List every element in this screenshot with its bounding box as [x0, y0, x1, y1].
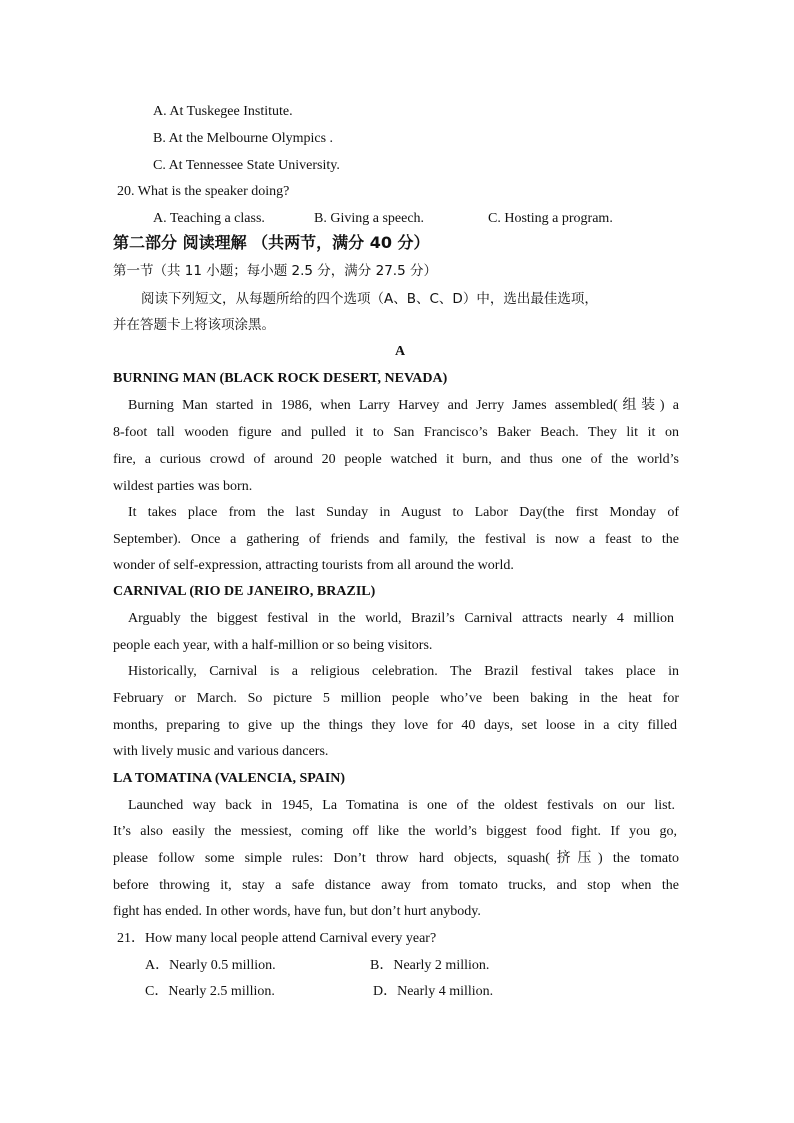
q21-option-b: B．Nearly 2 million.: [370, 958, 490, 973]
tomatina-p1-line: Launched way back in 1945, La Tomatina is one of the oldest festivals on our list.: [128, 798, 675, 813]
q20-question: 20. What is the speaker doing?: [117, 184, 290, 199]
instruction-line-2: 并在答题卡上将该项涂黑。: [113, 317, 275, 333]
tomatina-p1-line: fight has ended. In other words, have fun, but don’t hurt anybody.: [113, 904, 481, 919]
carnival-p1-line: Arguably the biggest festival in the world, Brazil’s Carnival attracts nearly 4 million: [128, 611, 674, 626]
section-title: 第一节（共 11 小题；每小题 2.5 分，满分 27.5 分）: [113, 263, 437, 279]
part-title: 第二部分 阅读理解 （共两节，满分 40 分）: [113, 233, 430, 252]
q21-option-d: D．Nearly 4 million.: [373, 984, 494, 999]
carnival-heading: CARNIVAL (RIO DE JANEIRO, BRAZIL): [113, 584, 376, 599]
burning-man-p2-line: September). Once a gathering of friends and family, the festival is now a feast to the: [113, 532, 679, 547]
tomatina-heading: LA TOMATINA (VALENCIA, SPAIN): [113, 771, 346, 786]
carnival-p2-line: with lively music and various dancers.: [113, 744, 329, 759]
passage-label: A: [395, 344, 406, 359]
tomatina-p1-line: please follow some simple rules: Don’t throw hard objects, squash(挤压) the tomato: [113, 851, 679, 866]
q19-option-b: B. At the Melbourne Olympics .: [153, 131, 334, 146]
burning-man-p1-line: wildest parties was born.: [113, 479, 253, 494]
carnival-p2-line: months, preparing to give up the things they love for 40 days, set loose in a city filled: [113, 718, 677, 733]
burning-man-heading: BURNING MAN (BLACK ROCK DESERT, NEVADA): [113, 371, 448, 386]
burning-man-p2-line: wonder of self-expression, attracting tourists from all around the world.: [113, 558, 514, 573]
q21-question: 21．How many local people attend Carnival every year?: [117, 931, 437, 946]
carnival-p2-line: Historically, Carnival is a religious celebration. The Brazil festival takes place in: [128, 664, 679, 679]
carnival-p2-line: February or March. So picture 5 million people who’ve been baking in the heat for: [113, 691, 679, 706]
q19-option-c: C. At Tennessee State University.: [153, 158, 340, 173]
carnival-p1-line: people each year, with a half-million or so being visitors.: [113, 638, 433, 653]
q19-option-a: A. At Tuskegee Institute.: [153, 104, 293, 119]
tomatina-p1-line: before throwing it, stay a safe distance away from tomato trucks, and stop when the: [113, 878, 679, 893]
q21-option-c: C．Nearly 2.5 million.: [145, 984, 275, 999]
q20-option-b: B. Giving a speech.: [314, 211, 425, 226]
burning-man-p1-line: Burning Man started in 1986, when Larry Harvey and Jerry James assembled(组装) a: [128, 398, 679, 413]
burning-man-p2-line: It takes place from the last Sunday in August to Labor Day(the first Monday of: [128, 505, 679, 520]
burning-man-p1-line: 8-foot tall wooden figure and pulled it to San Francisco’s Baker Beach. They lit it on: [113, 425, 679, 440]
instruction-line-1: 阅读下列短文，从每题所给的四个选项（A、B、C、D）中，选出最佳选项，: [141, 291, 598, 307]
tomatina-p1-line: It’s also easily the messiest, coming off like the world’s biggest food fight. If you go,: [113, 824, 677, 839]
q20-option-a: A. Teaching a class.: [153, 211, 265, 226]
burning-man-p1-line: fire, a curious crowd of around 20 people watched it burn, and thus one of the world’s: [113, 452, 679, 467]
q20-option-c: C. Hosting a program.: [488, 211, 613, 226]
q21-option-a: A．Nearly 0.5 million.: [145, 958, 276, 973]
